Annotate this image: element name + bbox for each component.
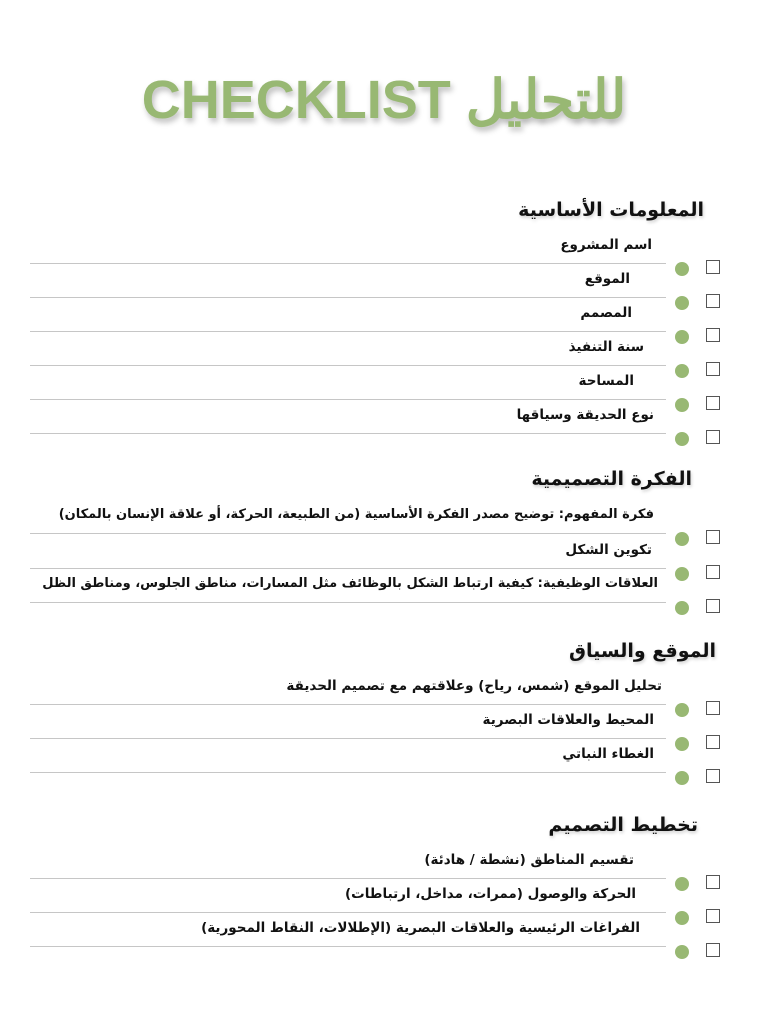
checklist-item [0,337,768,371]
item-label: اسم المشروع [560,237,652,253]
section-heading: الفكرة التصميمية [531,468,692,490]
item-label: الفراغات الرئيسية والعلاقات البصرية (الإطلالات، النقاط المحورية) [201,920,640,936]
item-label: المساحة [578,373,634,389]
section-heading: الموقع والسياق [569,640,716,662]
item-label: نوع الحديقة وسياقها [516,407,654,423]
checklist-item [0,574,768,608]
checklist-item [0,850,768,884]
item-underline [30,399,666,400]
checklist-item [0,235,768,269]
item-label: تحليل الموقع (شمس، رياح) وعلاقتهم مع تصميم الحديقة [286,678,662,694]
checklist-item [0,371,768,405]
checklist-item [0,744,768,778]
checklist-item [0,269,768,303]
item-underline [30,297,666,298]
page-title: CHECKLIST للتحليل [141,70,627,130]
item-underline [30,772,666,773]
item-label: تكوين الشكل [565,542,652,558]
item-label: الغطاء النباتي [562,746,654,762]
item-underline [30,433,666,434]
checklist-item [0,405,768,439]
item-label: المحيط والعلاقات البصرية [482,712,654,728]
item-label: سنة التنفيذ [568,339,644,355]
bullet-dot-icon [675,771,689,785]
item-underline [30,912,666,913]
checklist-item [0,676,768,710]
item-label: الحركة والوصول (ممرات، مداخل، ارتباطات) [345,886,636,902]
item-underline [30,946,666,947]
item-underline [30,568,666,569]
item-label: فكرة المفهوم: توضيح مصدر الفكرة الأساسية (من الطبيعة، الحركة، أو علاقة الإنسان بالمكان) [58,507,654,522]
checklist-item [0,918,768,952]
item-underline [30,704,666,705]
bullet-dot-icon [675,945,689,959]
item-underline [30,602,666,603]
section-heading: المعلومات الأساسية [518,199,704,221]
item-label: المصمم [580,305,632,321]
item-underline [30,263,666,264]
checklist-item [0,884,768,918]
item-label: العلاقات الوظيفية: كيفية ارتباط الشكل بالوظائف مثل المسارات، مناطق الجلوس، ومناطق الظل [42,576,658,591]
section-heading: تخطيط التصميم [548,814,698,836]
item-checkbox[interactable] [706,430,720,444]
checklist-item [0,710,768,744]
item-checkbox[interactable] [706,943,720,957]
item-checkbox[interactable] [706,599,720,613]
checklist-item [0,505,768,539]
item-underline [30,738,666,739]
item-checkbox[interactable] [706,769,720,783]
item-label: تقسيم المناطق (نشطة / هادئة) [424,852,634,868]
checklist-item [0,303,768,337]
item-underline [30,533,666,534]
item-underline [30,878,666,879]
bullet-dot-icon [675,601,689,615]
checklist-item [0,540,768,574]
item-underline [30,331,666,332]
bullet-dot-icon [675,432,689,446]
item-underline [30,365,666,366]
item-label: الموقع [584,271,630,287]
